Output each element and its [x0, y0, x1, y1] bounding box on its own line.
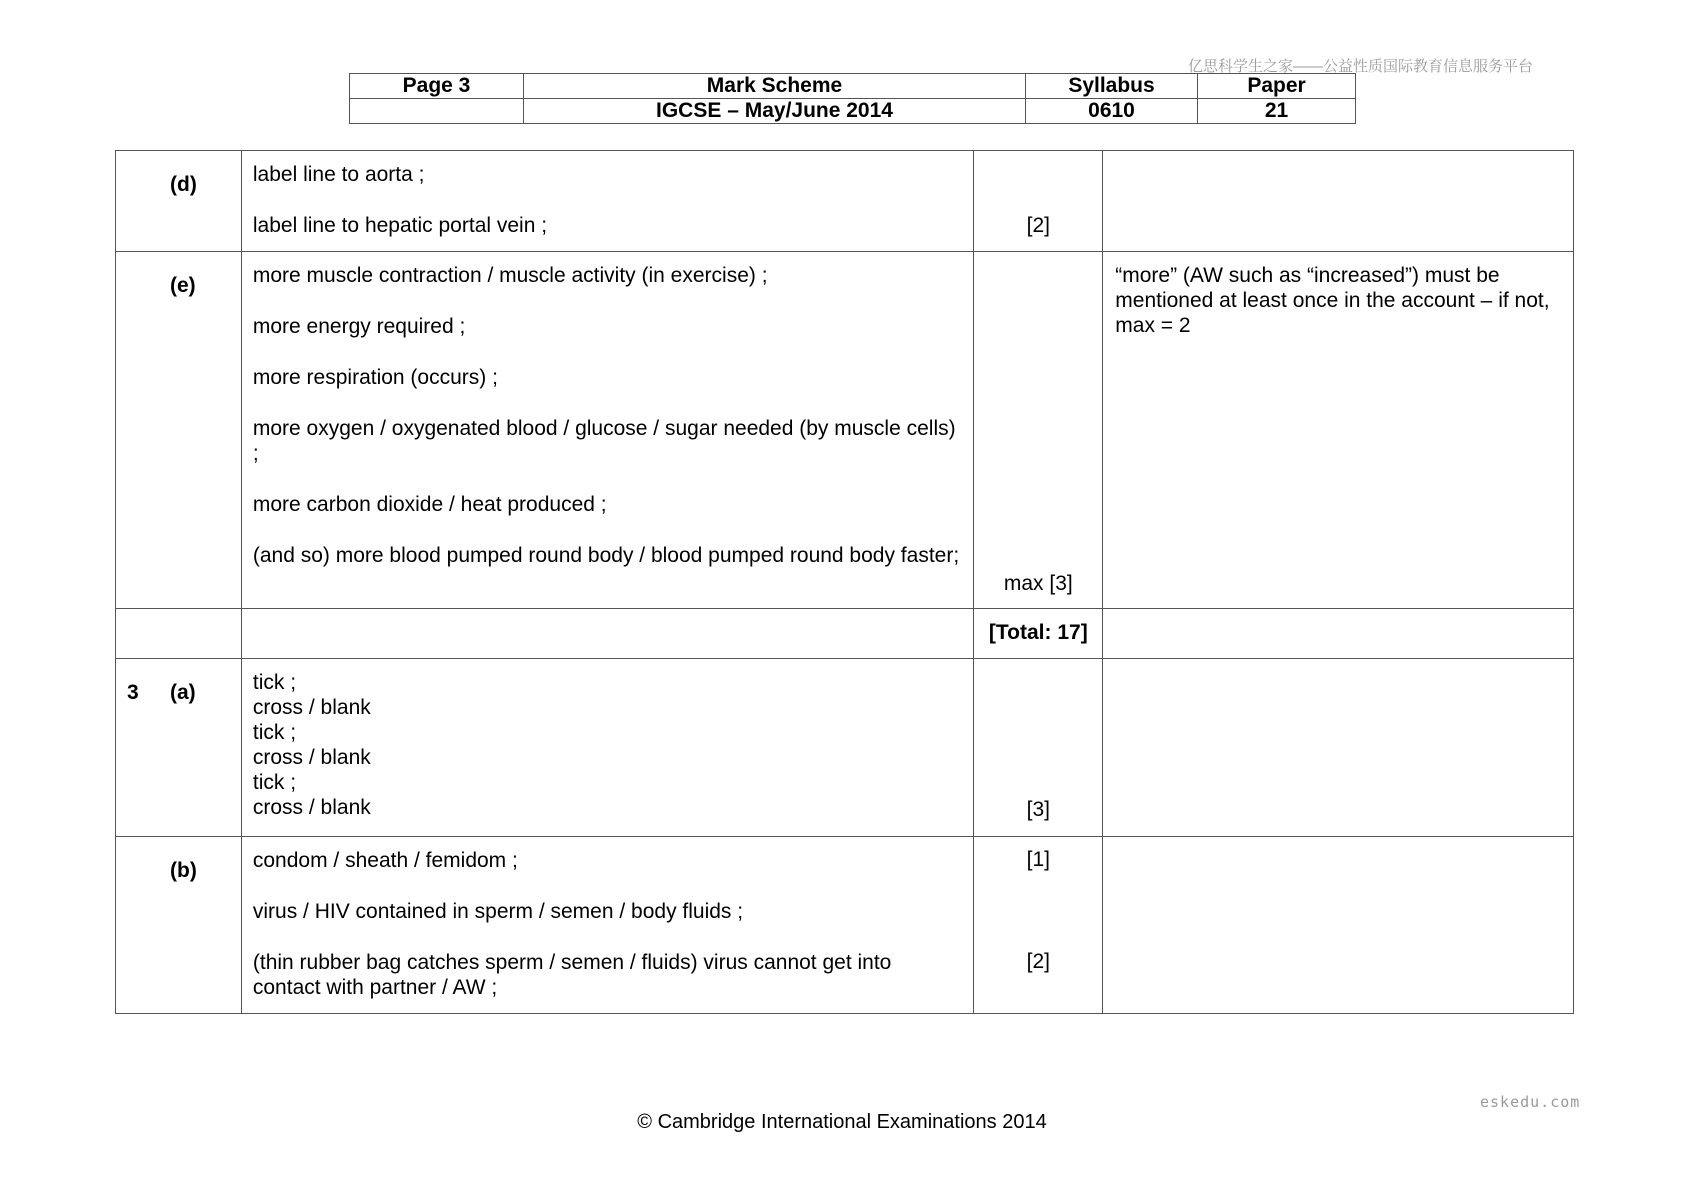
answer-line: label line to aorta ;	[252, 163, 425, 186]
answer-line: more oxygen / oxygenated blood / glucose / sugar needed (by muscle cells) ;	[252, 417, 956, 465]
answer-line: tick ;	[252, 671, 297, 694]
answer-line: condom / sheath / femidom ;	[252, 849, 518, 872]
mark-scheme-table	[115, 150, 1574, 1014]
question-cell	[116, 252, 242, 609]
row-3b	[116, 837, 1574, 1014]
header-page: Page 3	[350, 74, 524, 99]
mark-value: [3]	[1026, 798, 1050, 821]
header-exam: IGCSE – May/June 2014	[524, 99, 1026, 124]
question-cell	[116, 151, 242, 252]
part-label: (e)	[170, 274, 196, 297]
header-paper-label: Paper	[1198, 74, 1356, 99]
answer-cell	[241, 837, 973, 1014]
total-cell	[974, 609, 1103, 659]
row-d	[116, 151, 1574, 252]
copyright-footer: © Cambridge International Examinations 2014	[637, 1111, 1047, 1133]
part-label: (b)	[170, 859, 197, 882]
question-cell	[116, 659, 242, 837]
answer-cell	[241, 252, 973, 609]
guidance-cell	[1103, 837, 1574, 1014]
header-title: Mark Scheme	[524, 74, 1026, 99]
answer-line: more energy required ;	[252, 315, 466, 338]
header-syllabus-label: Syllabus	[1026, 74, 1198, 99]
mark-value: [1]	[1026, 848, 1050, 871]
watermark-top: 亿思科学生之家——公益性质国际教育信息服务平台	[1188, 58, 1534, 75]
row-total	[116, 609, 1574, 659]
answer-line: tick ;	[252, 721, 297, 744]
answer-line: virus / HIV contained in sperm / semen / body fluids ;	[252, 900, 744, 923]
answer-line: cross / blank	[252, 796, 371, 819]
mark-cell	[974, 252, 1103, 609]
question-number: 3	[127, 681, 139, 704]
guidance-cell	[1103, 659, 1574, 837]
guidance-cell	[1103, 151, 1574, 252]
mark-cell	[974, 659, 1103, 837]
header-syllabus-code: 0610	[1026, 99, 1198, 124]
guidance-cell	[1103, 252, 1574, 609]
row-e	[116, 252, 1574, 609]
answer-line: tick ;	[252, 771, 297, 794]
answer-line: cross / blank	[252, 696, 371, 719]
row-3a	[116, 659, 1574, 837]
answer-line: more muscle contraction / muscle activity (in exercise) ;	[252, 264, 768, 287]
answer-cell	[241, 151, 973, 252]
header-blank	[350, 99, 524, 124]
answer-line: cross / blank	[252, 746, 371, 769]
part-label: (d)	[170, 173, 197, 196]
guidance-text: “more” (AW such as “increased”) must be mentioned at least once in the account – if not, max = 2	[1115, 264, 1550, 337]
total-marks: [Total: 17]	[988, 621, 1088, 644]
mark-value: max [3]	[1003, 572, 1073, 595]
answer-line: more carbon dioxide / heat produced ;	[252, 493, 607, 516]
empty-cell	[116, 609, 242, 659]
question-cell	[116, 837, 242, 1014]
answer-line: label line to hepatic portal vein ;	[252, 214, 548, 237]
mark-cell	[974, 151, 1103, 252]
answer-cell	[241, 659, 973, 837]
answer-line: (and so) more blood pumped round body / blood pumped round body faster;	[252, 544, 960, 567]
empty-cell	[1103, 609, 1574, 659]
answer-line: (thin rubber bag catches sperm / semen / fluids) virus cannot get into contact with partner / AW ;	[252, 951, 892, 999]
header-paper-number: 21	[1198, 99, 1356, 124]
answer-line: more respiration (occurs) ;	[252, 366, 498, 389]
part-label: (a)	[170, 681, 196, 704]
watermark-bottom: eskedu.com	[1480, 1093, 1581, 1111]
mark-value: [2]	[1026, 214, 1050, 237]
mark-cell	[974, 837, 1103, 1014]
mark-value: [2]	[1026, 950, 1050, 973]
empty-cell	[241, 609, 973, 659]
header-table	[349, 73, 1356, 124]
